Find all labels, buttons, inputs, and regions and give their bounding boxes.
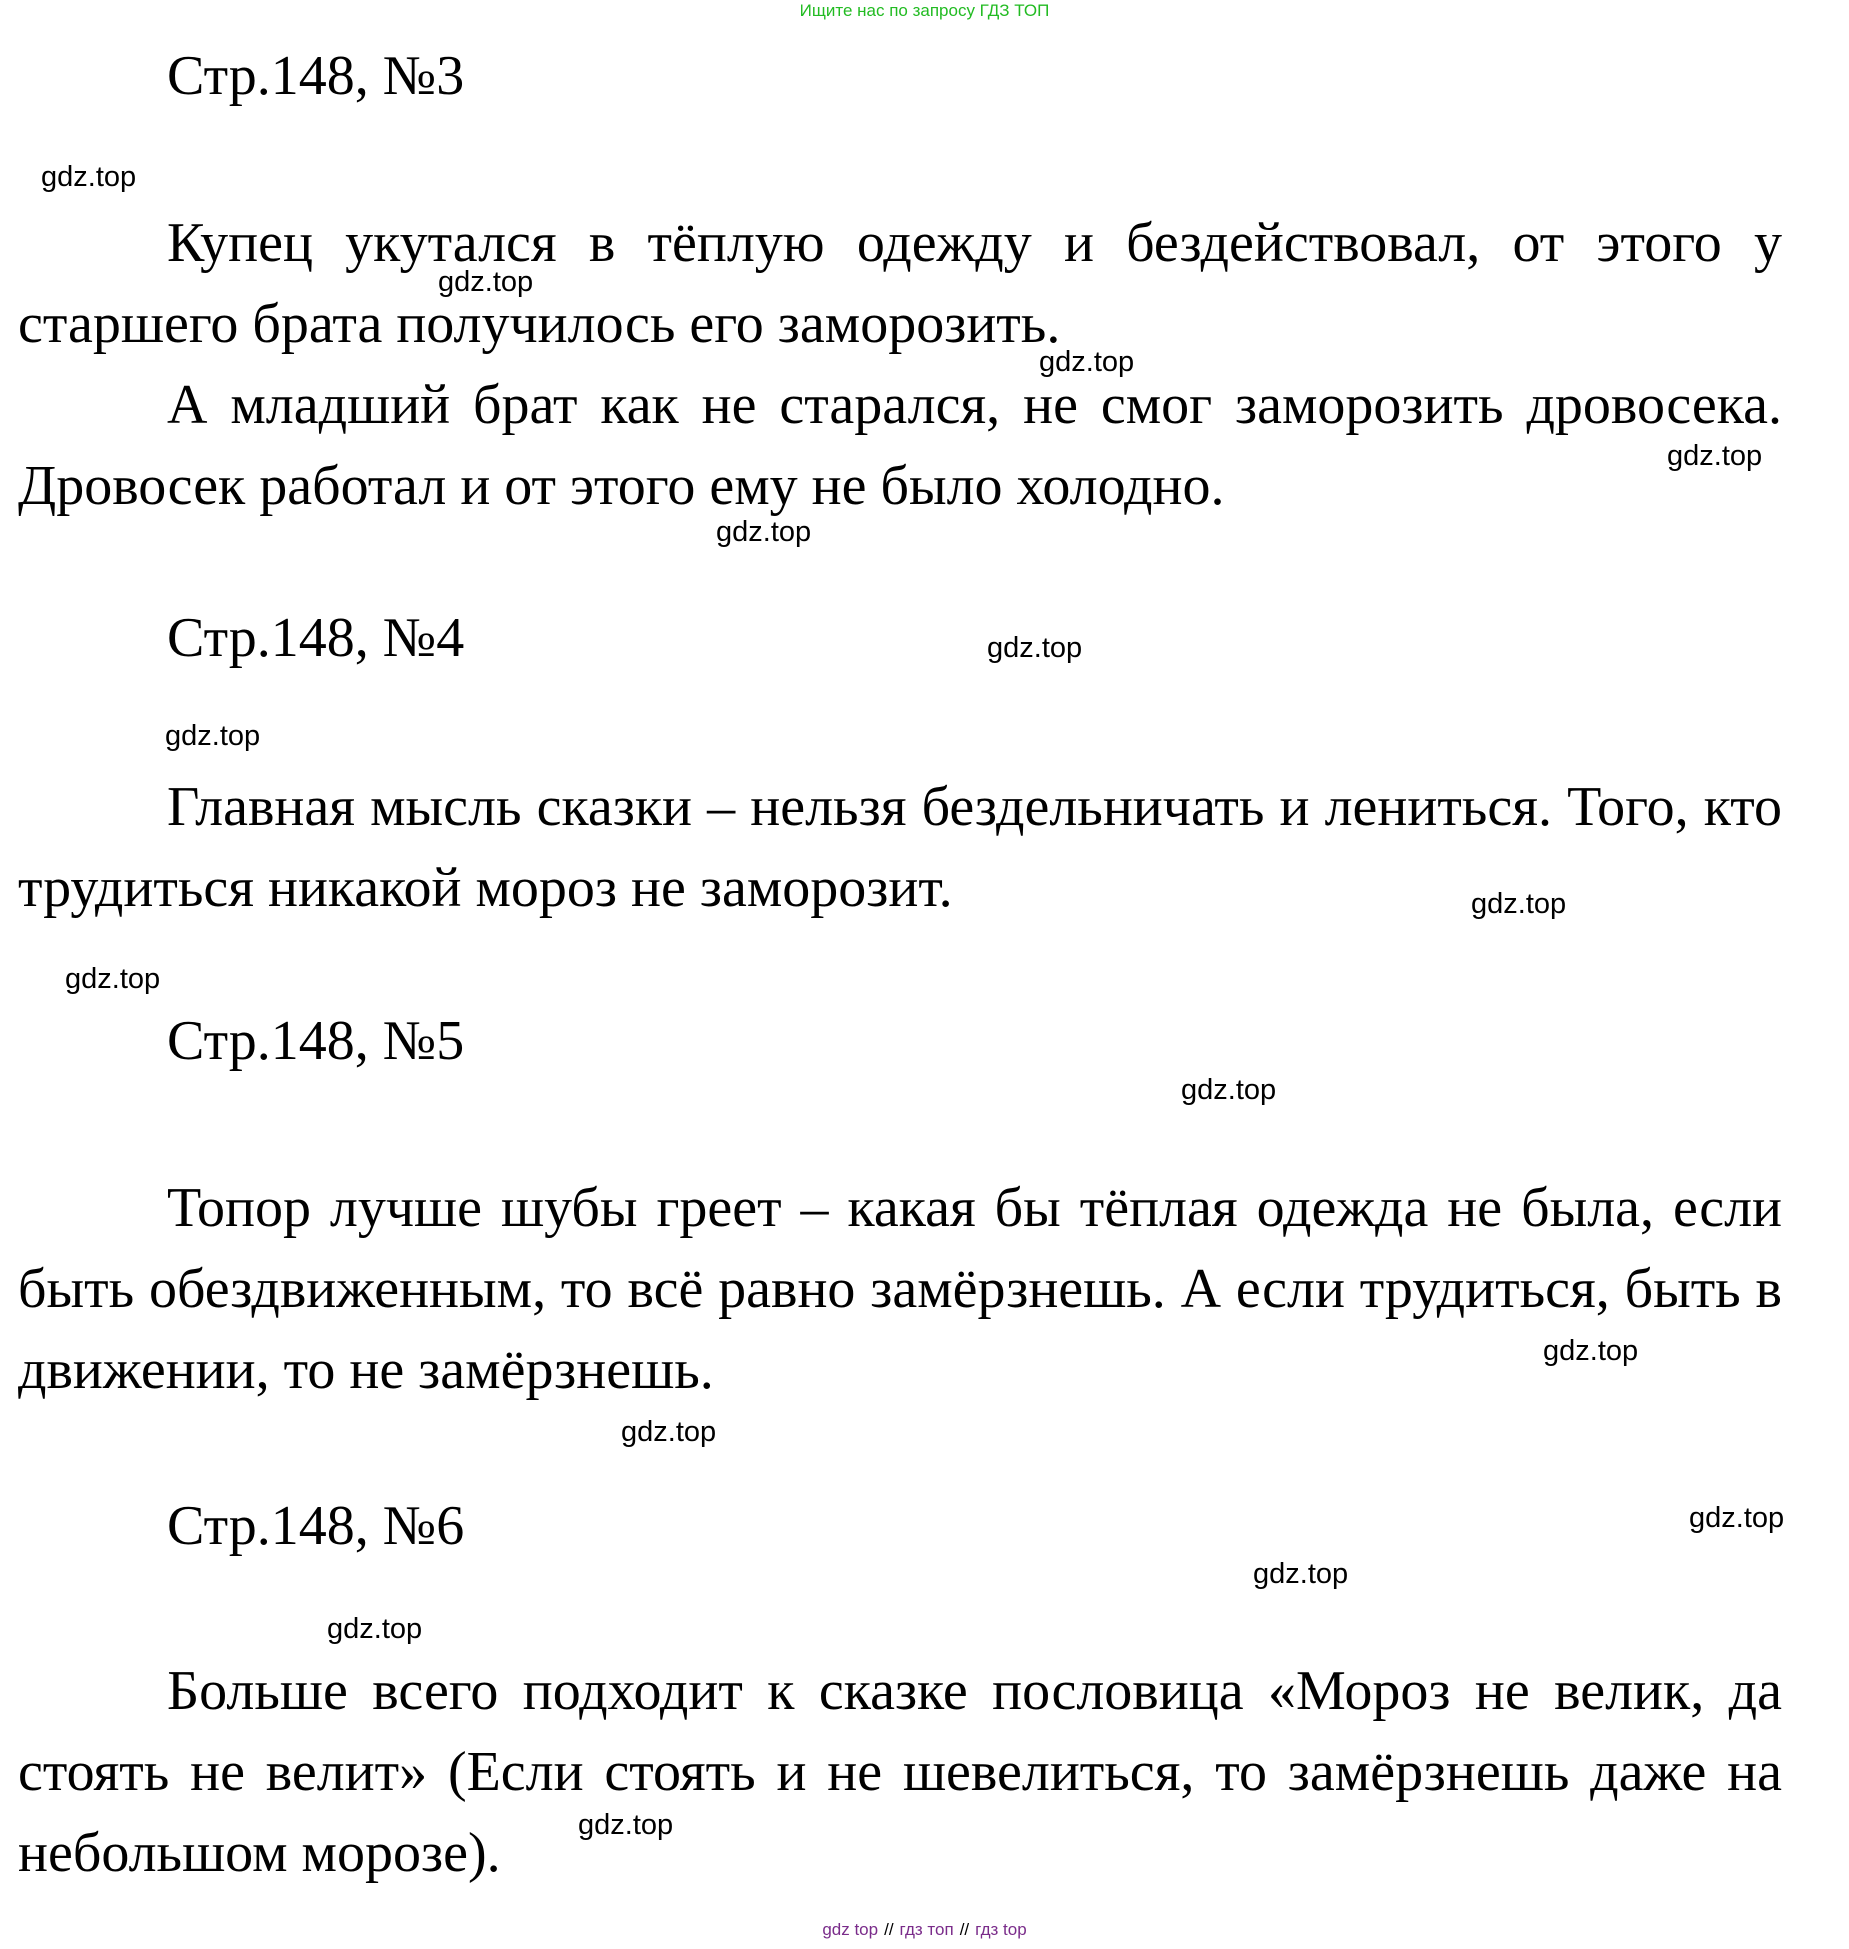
section-heading-3: Стр.148, №3 — [167, 45, 465, 107]
watermark: gdz.top — [621, 1416, 717, 1448]
footer-separator: // — [884, 1920, 894, 1939]
watermark: gdz.top — [987, 632, 1083, 664]
watermark: gdz.top — [165, 720, 261, 752]
watermark: gdz.top — [1689, 1502, 1785, 1534]
footer-link[interactable]: гдз топ — [899, 1920, 954, 1939]
watermark: gdz.top — [1181, 1074, 1277, 1106]
section-heading-6: Стр.148, №6 — [167, 1495, 465, 1557]
top-banner: Ищите нас по запросу ГДЗ ТОП — [799, 1, 1050, 20]
watermark: gdz.top — [1253, 1558, 1349, 1590]
section-4-paragraph-1: Главная мысль сказки – нельзя бездельничать и лениться. Того, кто трудиться никакой мороз не заморозит. — [18, 776, 1782, 919]
watermark: gdz.top — [438, 266, 534, 298]
section-6-paragraph-1: Больше всего подходит к сказке пословица «Мороз не велик, да стоять не велит» (Если стоять и не шевелиться, то замёрзнешь даже на небольшом морозе). — [18, 1660, 1782, 1884]
section-3-paragraph-2: А младший брат как не старался, не смог заморозить дровосека. Дровосек работал и от этого ему не было холодно. — [18, 374, 1782, 517]
watermark: gdz.top — [578, 1809, 674, 1841]
watermark: gdz.top — [716, 516, 812, 548]
watermark: gdz.top — [1471, 888, 1567, 920]
watermark: gdz.top — [41, 161, 137, 193]
section-5-paragraph-1: Топор лучше шубы греет – какая бы тёплая одежда не была, если быть обездвиженным, то всё равно замёрзнешь. А если трудиться, быть в движении, то не замёрзнешь. — [18, 1177, 1782, 1401]
footer-link[interactable]: гдз top — [975, 1920, 1027, 1939]
footer-link[interactable]: gdz top — [822, 1920, 879, 1939]
section-heading-5: Стр.148, №5 — [167, 1010, 465, 1072]
footer — [0, 1919, 1849, 1941]
watermark: gdz.top — [1667, 440, 1763, 472]
watermark: gdz.top — [65, 963, 161, 995]
section-heading-4: Стр.148, №4 — [167, 607, 465, 669]
section-3-paragraph-1: Купец укутался в тёплую одежду и бездействовал, от этого у старшего брата получилось его заморозить. — [18, 212, 1782, 355]
watermark: gdz.top — [1039, 346, 1135, 378]
footer-separator: // — [959, 1920, 970, 1939]
watermark: gdz.top — [327, 1613, 423, 1645]
watermark: gdz.top — [1543, 1335, 1639, 1367]
